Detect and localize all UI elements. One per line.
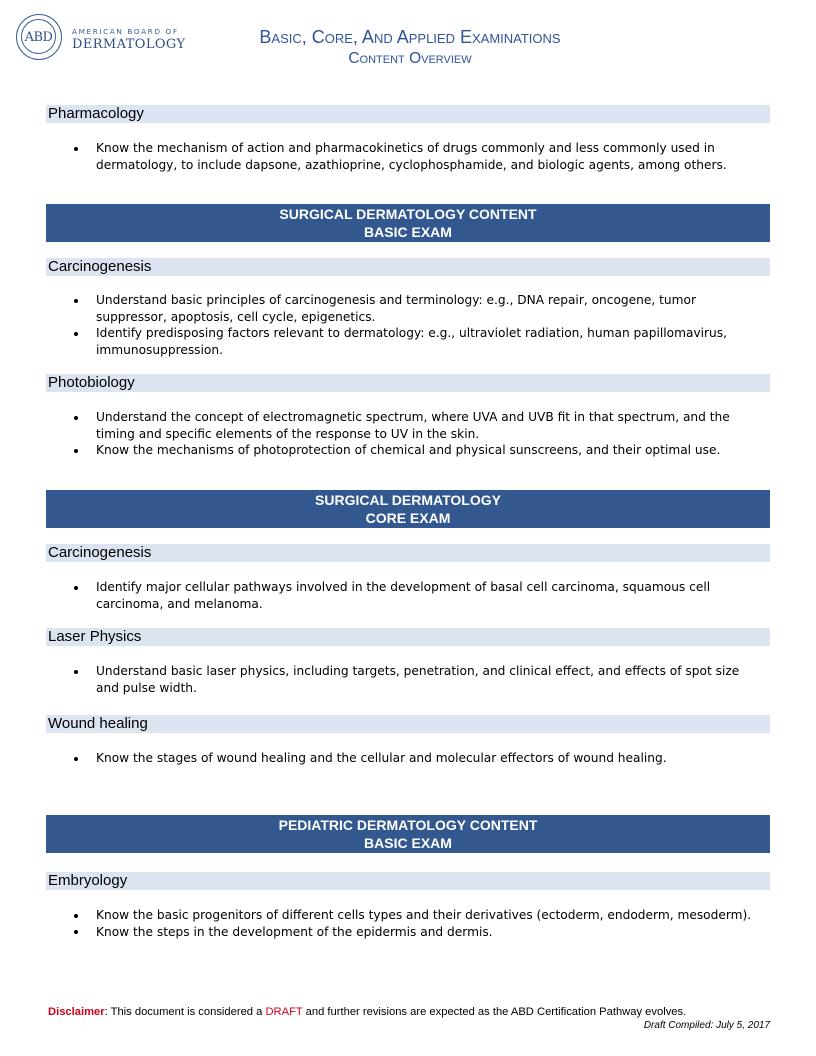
list-item: Know the mechanism of action and pharmacokinetics of drugs commonly and less commonly used in dermatology, to include dapsone, azathioprine, cyclophosphamide, and biologic agents, among others. bbox=[0, 140, 760, 173]
list-item: Understand basic laser physics, including targets, penetration, and clinical effect, and effects of spot size and pulse width. bbox=[0, 663, 760, 696]
list-item: Identify major cellular pathways involved in the development of basal cell carcinoma, squamous cell carcinoma, and melanoma. bbox=[0, 579, 760, 612]
section-banner-pediatric-basic bbox=[46, 815, 770, 853]
list-item: Understand the concept of electromagnetic spectrum, where UVA and UVB fit in that spectrum, and the timing and specific elements of the response to UV in the skin. bbox=[0, 409, 760, 442]
topic-header-photobiology: Photobiology bbox=[46, 374, 770, 392]
bullet-icon bbox=[74, 586, 78, 590]
topic-header-pharmacology: Pharmacology bbox=[46, 105, 770, 123]
bullet-list-carcinogenesis-core bbox=[0, 579, 760, 612]
abd-seal-icon: ABD bbox=[16, 14, 62, 60]
bullet-list-pharmacology bbox=[0, 140, 760, 173]
banner-line2: BASIC EXAM bbox=[364, 224, 452, 240]
banner-line2: BASIC EXAM bbox=[364, 835, 452, 851]
section-banner-surgical-core bbox=[46, 490, 770, 528]
list-item: Know the stages of wound healing and the cellular and molecular effectors of wound healing. bbox=[0, 750, 760, 767]
topic-header-wound-healing: Wound healing bbox=[46, 715, 770, 733]
bullet-icon bbox=[74, 299, 78, 303]
bullet-icon bbox=[74, 147, 78, 151]
section-banner-surgical-basic bbox=[46, 204, 770, 242]
bullet-list-photobiology bbox=[0, 409, 760, 459]
bullet-list-wound-healing bbox=[0, 750, 760, 767]
bullet-list-laser-physics bbox=[0, 663, 760, 696]
bullet-icon bbox=[74, 449, 78, 453]
banner-line1: SURGICAL DERMATOLOGY CONTENT bbox=[279, 206, 537, 222]
disclaimer-label: Disclaimer bbox=[48, 1006, 105, 1018]
page-header bbox=[0, 0, 816, 80]
document-title: Basic, Core, And Applied Examinations bbox=[259, 27, 561, 47]
bullet-icon bbox=[74, 332, 78, 336]
list-item: Know the basic progenitors of different cells types and their derivatives (ectoderm, endoderm, mesoderm). bbox=[0, 907, 760, 924]
list-item: Know the steps in the development of the epidermis and dermis. bbox=[0, 924, 760, 941]
topic-header-carcinogenesis: Carcinogenesis bbox=[46, 258, 770, 276]
topic-header-laser-physics: Laser Physics bbox=[46, 628, 770, 646]
bullet-icon bbox=[74, 757, 78, 761]
list-item: Understand basic principles of carcinogenesis and terminology: e.g., DNA repair, oncogene, tumor suppressor, apoptosis, cell cycle, epigenetics. bbox=[0, 292, 760, 325]
topic-header-embryology: Embryology bbox=[46, 872, 770, 890]
bullet-list-embryology bbox=[0, 907, 760, 940]
banner-line2: CORE EXAM bbox=[365, 510, 451, 526]
bullet-icon bbox=[74, 930, 78, 934]
bullet-icon bbox=[74, 416, 78, 420]
list-item: Know the mechanisms of photoprotection of chemical and physical sunscreens, and their optimal use. bbox=[0, 442, 760, 459]
bullet-icon bbox=[74, 670, 78, 674]
draft-label: DRAFT bbox=[265, 1006, 303, 1018]
banner-line1: SURGICAL DERMATOLOGY bbox=[315, 492, 501, 508]
logo-org-line2: DERMATOLOGY bbox=[72, 37, 186, 52]
topic-header-carcinogenesis-core: Carcinogenesis bbox=[46, 544, 770, 562]
abd-logo bbox=[16, 14, 186, 66]
list-item: Identify predisposing factors relevant to dermatology: e.g., ultraviolet radiation, human papillomavirus, immunosuppression. bbox=[0, 325, 760, 358]
compiled-date: Draft Compiled: July 5, 2017 bbox=[643, 1020, 770, 1031]
disclaimer: Disclaimer: This document is considered a DRAFT and further revisions are expected as the ABD Certification Pathway evolves. bbox=[48, 1006, 687, 1018]
logo-org-line1: AMERICAN BOARD OF bbox=[72, 27, 179, 36]
bullet-list-carcinogenesis bbox=[0, 292, 760, 358]
document-subtitle: Content Overview bbox=[348, 50, 472, 67]
bullet-icon bbox=[74, 914, 78, 918]
banner-line1: PEDIATRIC DERMATOLOGY CONTENT bbox=[278, 817, 538, 833]
